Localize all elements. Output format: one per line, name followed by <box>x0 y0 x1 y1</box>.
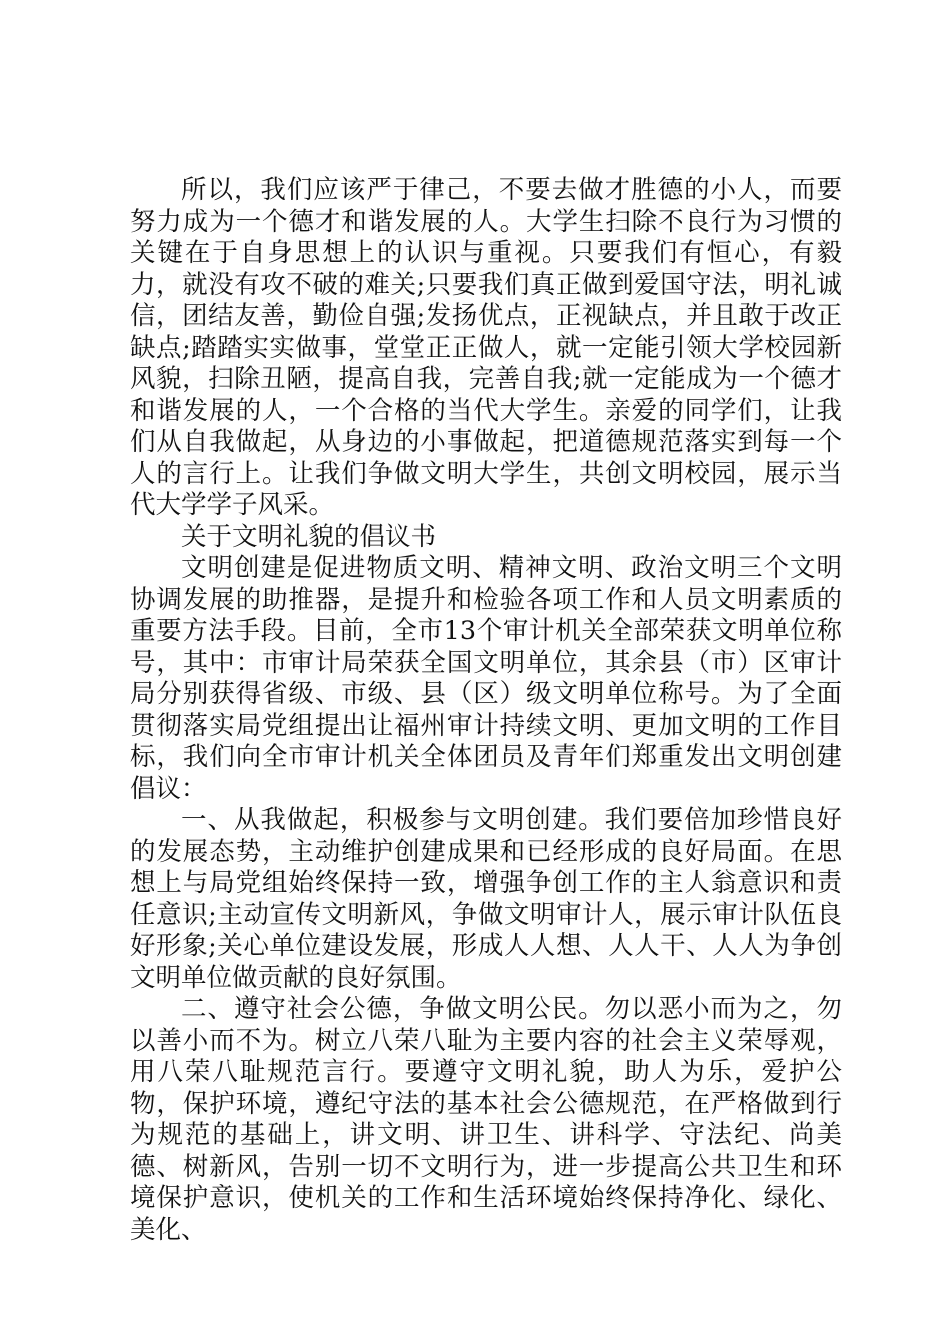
paragraph-civilization-intro: 文明创建是促进物质文明、精神文明、政治文明三个文明协调发展的助推器，是提升和检验各项工作和人员文明素质的重要方法手段。目前，全市13个审计机关全部荣获文明单位称号，其中：市审计局荣获全国文明单位，其余县（市）区审计局分别获得省级、市级、县（区）级文明单位称号。为了全面贯彻落实局党组提出让福州审计持续文明、更加文明的工作目标，我们向全市审计机关全体团员及青年们郑重发出文明创建倡议： <box>130 553 842 804</box>
paragraph-proposal-two: 二、遵守社会公德，争做文明公民。勿以恶小而为之，勿以善小而不为。树立八荣八耻为主要内容的社会主义荣辱观，用八荣八耻规范言行。要遵守文明礼貌，助人为乐，爱护公物，保护环境，遵纪守法的基本社会公德规范，在严格做到行为规范的基础上，讲文明、讲卫生、讲科学、守法纪、尚美德、树新风，告别一切不文明行为，进一步提高公共卫生和环境保护意识，使机关的工作和生活环境始终保持净化、绿化、美化、 <box>130 994 842 1245</box>
paragraph-self-discipline: 所以，我们应该严于律己，不要去做才胜德的小人，而要努力成为一个德才和谐发展的人。大学生扫除不良行为习惯的关键在于自身思想上的认识与重视。只要我们有恒心，有毅力，就没有攻不破的难关;只要我们真正做到爱国守法，明礼诚信，团结友善，勤俭自强;发扬优点，正视缺点，并且敢于改正缺点;踏踏实实做事，堂堂正正做人，就一定能引领大学校园新风貌，扫除丑陋，提高自我，完善自我;就一定能成为一个德才和谐发展的人，一个合格的当代大学生。亲爱的同学们，让我们从自我做起，从身边的小事做起，把道德规范落实到每一个人的言行上。让我们争做文明大学生，共创文明校园，展示当代大学学子风采。 <box>130 175 842 520</box>
document-title: 关于文明礼貌的倡议书 <box>181 521 437 552</box>
document-page <box>130 175 842 1246</box>
paragraph-proposal-one: 一、从我做起，积极参与文明创建。我们要倍加珍惜良好的发展态势，主动维护创建成果和已经形成的良好局面。在思想上与局党组始终保持一致，增强争创工作的主人翁意识和责任意识;主动宣传文明新风，争做文明审计人，展示审计队伍良好形象;关心单位建设发展，形成人人想、人人干、人人为争创文明单位做贡献的良好氛围。 <box>130 805 842 993</box>
